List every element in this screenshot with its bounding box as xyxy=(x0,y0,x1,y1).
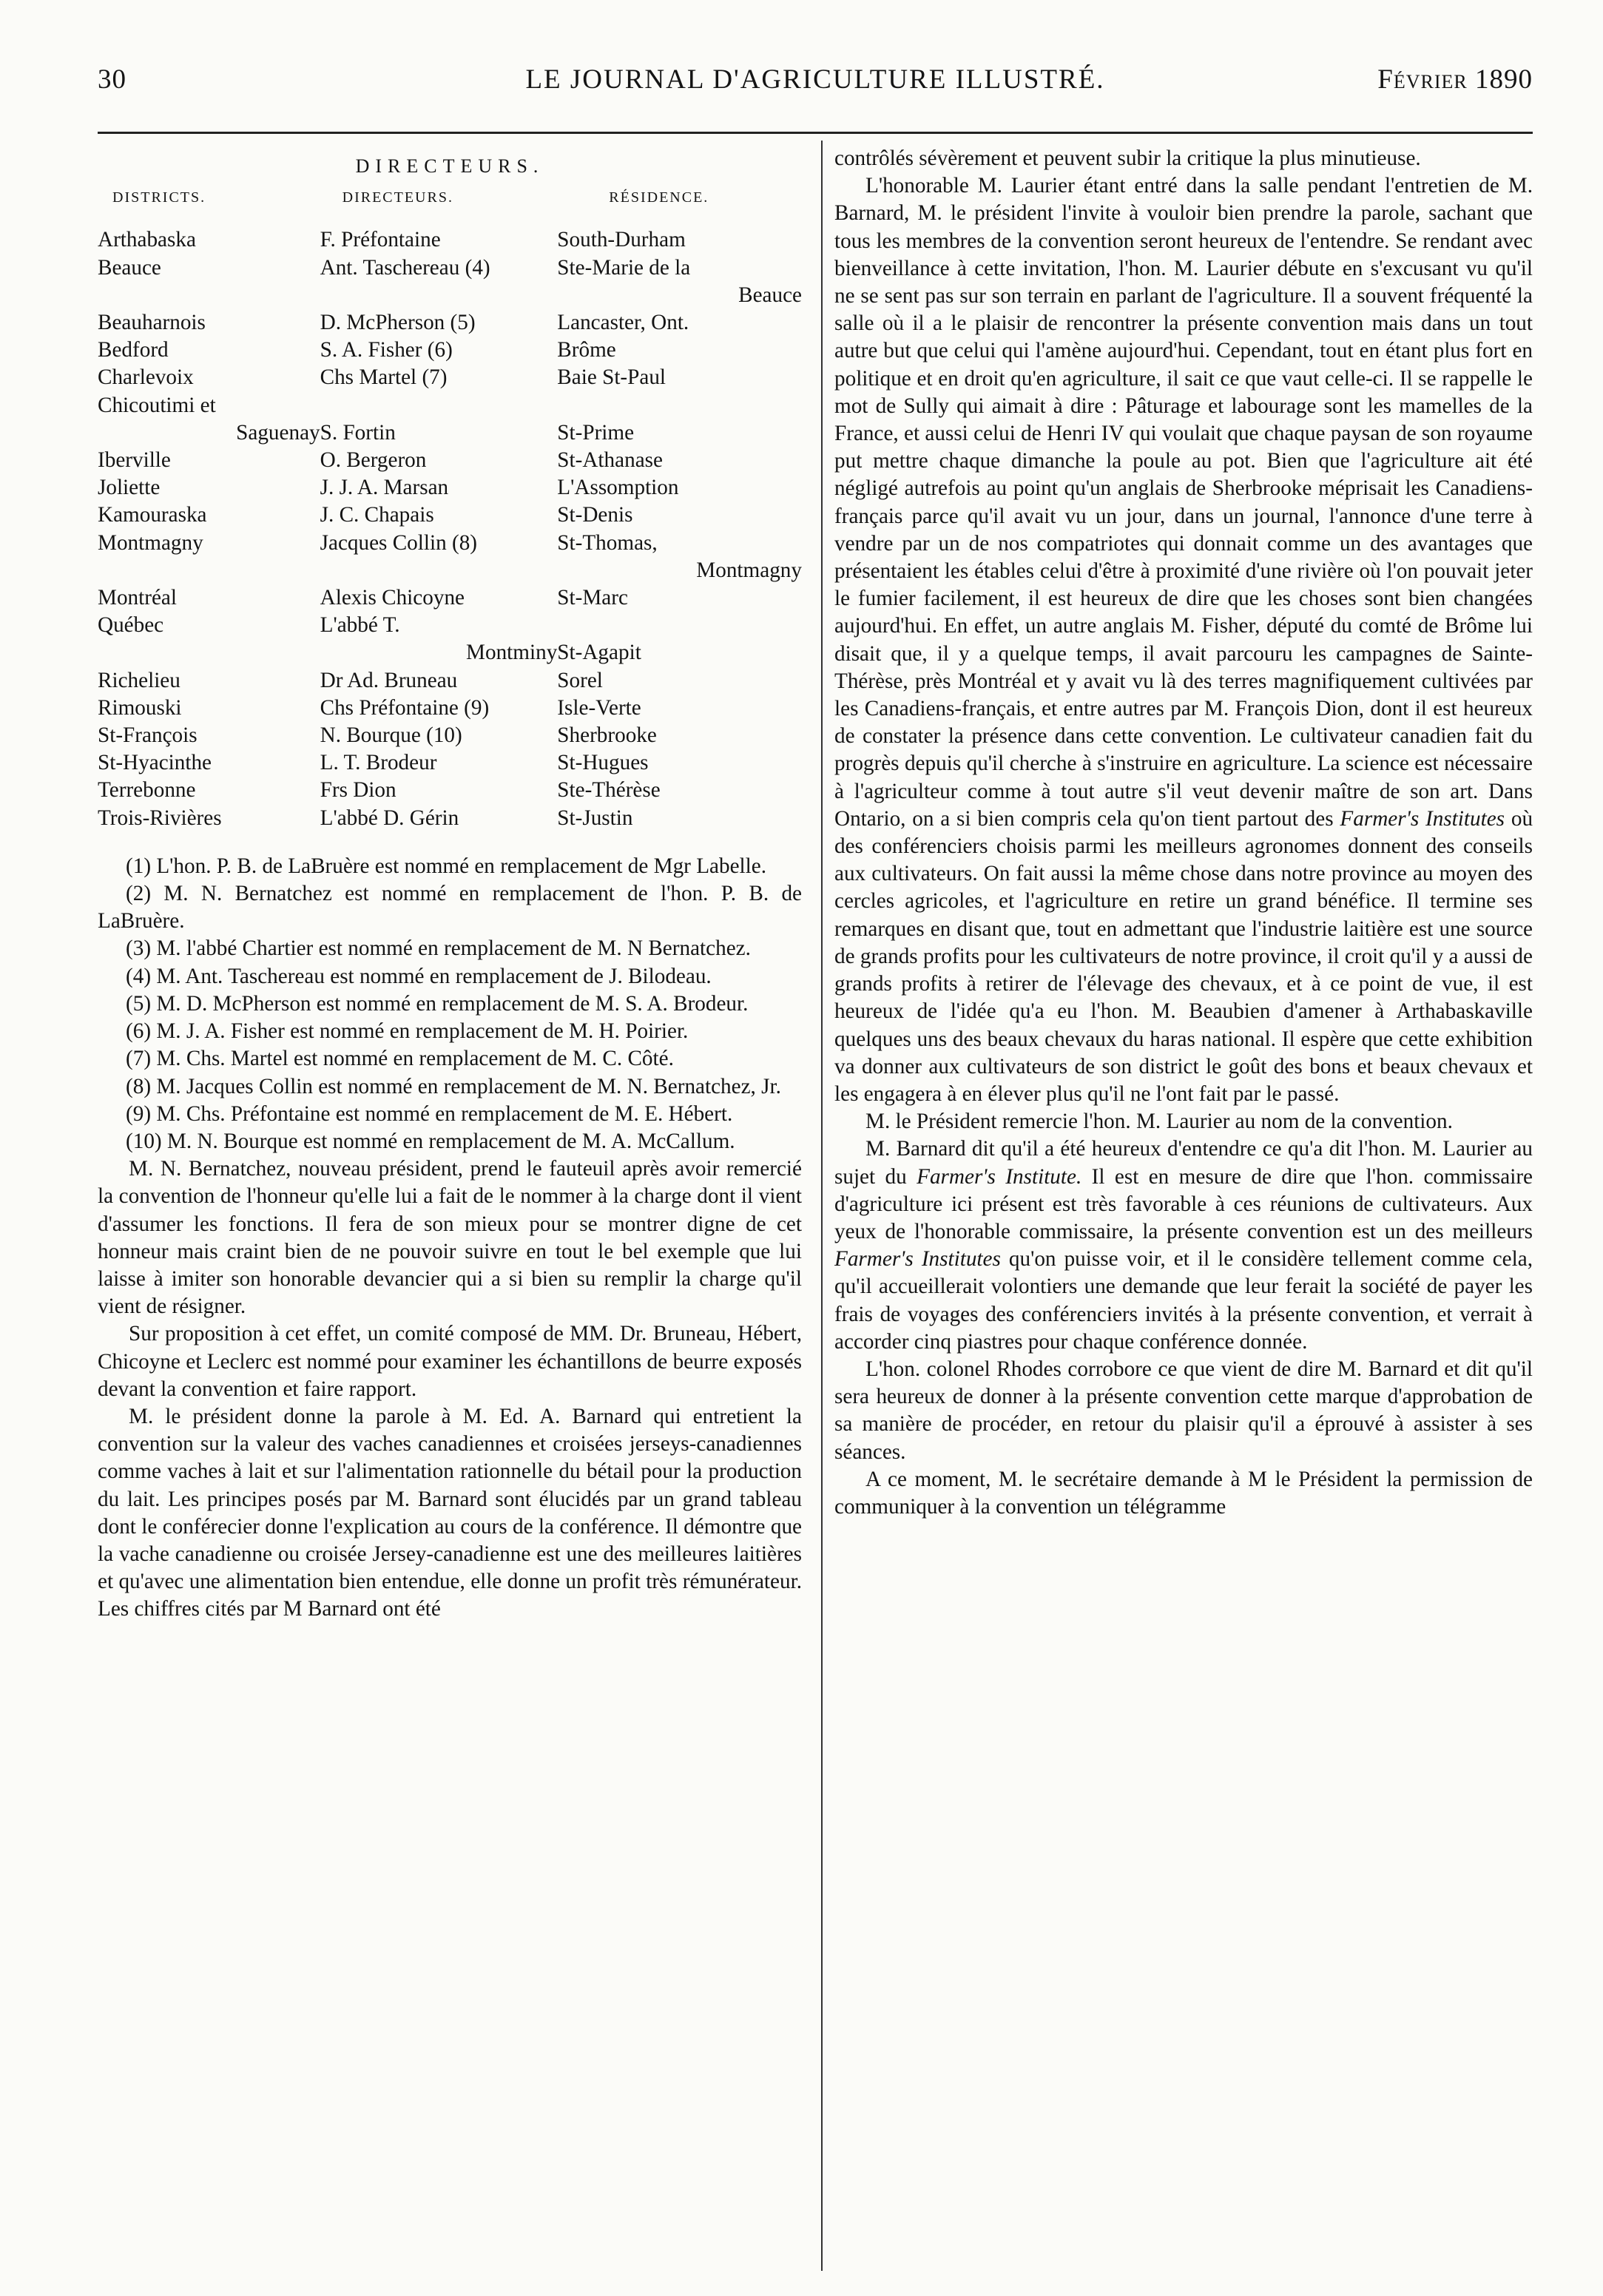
table-row: Rimouski Chs Préfontaine (9) Isle-Verte xyxy=(98,695,641,720)
footnote: (9) M. Chs. Préfontaine est nommé en remplacement de M. E. Hébert. xyxy=(126,1101,733,1126)
table-row: Montréal Alexis Chicoyne St-Marc xyxy=(98,586,628,610)
footnotes xyxy=(98,853,802,1155)
footnote: (6) M. J. A. Fisher est nommé en remplacement de M. H. Poirier. xyxy=(126,1019,689,1044)
page-header xyxy=(98,64,1533,108)
column-divider xyxy=(821,141,823,2271)
emphasis: Farmer's Institutes xyxy=(1340,806,1505,831)
footnote: (10) M. N. Bourque est nommé en remplacement de M. A. McCallum. xyxy=(126,1129,735,1153)
table-row: Beauharnois D. McPherson (5) Lancaster, Ont. xyxy=(98,311,689,335)
table-row: Kamouraska J. C. Chapais St-Denis xyxy=(98,503,633,527)
paragraph: A ce moment, M. le secrétaire demande à M le Président la permission de communiquer à la convention un télégramme xyxy=(834,1467,1533,1519)
col-districts: DISTRICTS. xyxy=(112,189,206,206)
footnote: (1) L'hon. P. B. de LaBruère est nommé en remplacement de Mgr Labelle. xyxy=(126,854,767,878)
footnote: (7) M. Chs. Martel est nommé en remplacement de M. C. Côté. xyxy=(126,1047,674,1071)
header-rule xyxy=(98,132,1533,134)
table-row: Richelieu Dr Ad. Bruneau Sorel xyxy=(98,668,603,692)
footnote: (4) M. Ant. Taschereau est nommé en remplacement de J. Bilodeau. xyxy=(126,964,712,988)
table-row: Iberville O. Bergeron St-Athanase xyxy=(98,448,663,473)
col-residence: RÉSIDENCE. xyxy=(609,189,709,206)
table-row: St-François N. Bourque (10) Sherbrooke xyxy=(98,723,657,748)
paragraph: M. N. Bernatchez, nouveau président, prend le fauteuil après avoir remercié la convention de l'honneur qu'elle lui a fait de le nommer à la charge dont il vient d'assumer les fonctions. Il fera de son mieux pour se montrer digne de cet honneur mais craint bien de ne pouvoir suivre en tout le bel exemple que lui laisse à imiter son honorable devancier qui a si bien su remplir la charge qu'il vient de résigner. xyxy=(98,1157,802,1319)
table-row: Arthabaska F. Préfontaine South-Durham xyxy=(98,228,686,252)
paragraph: M. le Président remercie l'hon. M. Laurier au nom de la convention. xyxy=(865,1110,1453,1134)
issue-date: Février 1890 xyxy=(1377,64,1533,95)
table-row: Bedford S. A. Fisher (6) Brôme xyxy=(98,338,616,362)
table-row: Beauce Ant. Taschereau (4) Ste-Marie de la Beauce xyxy=(98,255,802,307)
emphasis: Farmer's Institutes xyxy=(834,1247,1001,1272)
paragraph: M. Barnard dit qu'il a été heureux d'entendre ce qu'a dit l'hon. M. Laurier au sujet du Farmer's Institute. Il est en mesure de dire que l'hon. commissaire d'agriculture ici présent est très favorable à ces réunions de cultivateurs. Aux yeux de l'honorable commissaire, la présente convention est un des meilleurs Farmer's Institutes qu'on puisse voir, et il le considère tellement comme cela, qu'il accueillerait volontiers une demande que leur ferait la société de payer les frais de voyages des conférenciers invités à la présente convention, et verrait à accorder cinq piastres pour chaque conférence donnée. xyxy=(834,1137,1533,1354)
footnote: (3) M. l'abbé Chartier est nommé en remplacement de M. N Bernatchez. xyxy=(126,936,751,961)
table-row: St-Hyacinthe L. T. Brodeur St-Hugues xyxy=(98,751,649,775)
footnote: (5) M. D. McPherson est nommé en remplacement de M. S. A. Brodeur. xyxy=(126,991,749,1016)
directors-heading: DIRECTEURS. xyxy=(355,155,544,177)
paragraph: M. le président donne la parole à M. Ed. A. Barnard qui entretient la convention sur la valeur des vaches canadiennes et croisées jerseys-canadiennes comme vaches à lait et sur l'alimentation rationnelle du bétail pour la production du lait. Les principes posés par M. Barnard sont élucidés par un grand tableau dont le conférecier donne l'explication au cours de la conférence. Il démontre que la vache canadienne ou croisée Jersey-canadienne est une des meilleures laitières et qu'avec une alimentation bien entendue, elle donne un profit très rémunérateur. Les chiffres cités par M Barnard ont été xyxy=(98,1404,802,1621)
paragraph: L'hon. colonel Rhodes corrobore ce que vient de dire M. Barnard et dit qu'il sera heureux de donner à la présente convention cette marque d'approbation de sa manière de procéder, en retour du plaisir qu'il a éprouvé à assister à ses séances. xyxy=(834,1357,1533,1464)
emphasis: Farmer's Institute. xyxy=(917,1164,1082,1189)
table-row: Joliette J. J. A. Marsan L'Assomption xyxy=(98,476,679,500)
table-row: Terrebonne Frs Dion Ste-Thérèse xyxy=(98,778,661,803)
footnote: (2) M. N. Bernatchez est nommé en remplacement de l'hon. P. B. de LaBruère. xyxy=(98,882,802,933)
table-row: Trois-Rivières L'abbé D. Gérin St-Justin xyxy=(98,806,633,830)
table-row: Québec L'abbé T. Montminy St-Agapit xyxy=(98,613,641,665)
table-row: Montmagny Jacques Collin (8) St-Thomas, Montmagny xyxy=(98,530,802,582)
footnote: (8) M. Jacques Collin est nommé en remplacement de M. N. Bernatchez, Jr. xyxy=(126,1074,781,1098)
right-column xyxy=(834,145,1533,1521)
directors-table-header xyxy=(98,184,802,226)
col-directors: DIRECTEURS. xyxy=(342,189,453,206)
table-row: Charlevoix Chs Martel (7) Baie St-Paul xyxy=(98,365,666,390)
paragraph: Sur proposition à cet effet, un comité composé de MM. Dr. Bruneau, Hébert, Chicoyne et Leclerc est nommé pour examiner les échantillons de beurre exposés devant la convention et faire rapport. xyxy=(98,1322,802,1401)
journal-title: LE JOURNAL D'AGRICULTURE ILLUSTRÉ. xyxy=(525,64,1105,95)
paragraph: L'honorable M. Laurier étant entré dans la salle pendant l'entretien de M. Barnard, M. le président l'invite à vouloir bien prendre la parole, sachant que tous les membres de la convention seront heureux de l'entendre. Se rendant avec bienveillance à cette invitation, l'hon. M. Laurier débute en s'excusant vu qu'il ne se sent pas sur son terrain en parlant de l'agriculture. Il a souvent fréquenté la salle où il a le plaisir de rencontrer la présente convention mais dans un tout autre but que celui qui l'amène aujourd'hui. Cependant, tout en étant plus fort en politique et en droit qu'en agriculture, il sait ce que vaut celle-ci. Il se rappelle le mot de Sully qui aimait à dire : Pâturage et labourage sont les mamelles de la France, et aussi celui de Henri IV qui voulait que chaque paysan de son royaume put mettre chaque dimanche la poule au pot. Bien que l'agriculture ait été négligé autrefois au point qu'un anglais de Sherbrooke méprisait les Canadiens-français parce qu'il avait vu un jour, dans un journal, l'annonce d'une terre à vendre par un de nos compatriotes qui donnait comme un des avantages que présentaient les étables celui d'être à proximité d'une rivière où l'on pouvait jeter le fumier facilement, il est heureux de dire que les choses sont bien changées aujourd'hui. En effet, un autre anglais M. Fisher, député du comté de Brôme lui disait que, il y a quelque temps, il avait parcouru les campagnes de Sainte-Thérèse, près Montréal et y avait vu là des terres magnifiquement cultivées par les Canadiens-français, et entre autres par M. François Dion, dont il est heureux de constater la présence dans cette convention. Le cultivateur canadien fait du progrès depuis qu'il cherche à s'instruire en agriculture. La science est nécessaire à l'agriculteur comme à tout autre s'il veut devenir maître de son art. Dans Ontario, on a si bien compris cela qu'on tient partout des Farmer's Institutes où des conférenciers choisis parmi les meilleurs agronomes donnent des conseils aux cultivateurs. On fait aussi la même chose dans notre province au moyen des cercles agricoles, et l'agriculture en retire un grand bénéfice. Il termine ses remarques en disant que, tout en admettant que l'industrie laitière est une source de grands profits pour les cultivateurs de notre province, il croit qu'il y a aussi de grands profits à retirer de l'élevage des chevaux, et à ce point de vue, il est heureux de l'idée qu'a eu l'hon. M. Beaubien d'amener à Arthabaskaville quelques uns des beaux chevaux du haras national. Il espère que cette exhibition va donner aux cultivateurs de son district le goût des bons et beaux chevaux et les engagera à en élever plus qu'il ne l'ont fait par le passé. xyxy=(834,174,1533,1106)
table-row: Chicoutimi et Saguenay S. Fortin St-Prime xyxy=(98,393,635,445)
paragraph: contrôlés sévèrement et peuvent subir la critique la plus minutieuse. xyxy=(834,146,1421,170)
left-column xyxy=(98,145,802,1624)
directors-table xyxy=(98,184,802,832)
page-number: 30 xyxy=(98,64,126,95)
